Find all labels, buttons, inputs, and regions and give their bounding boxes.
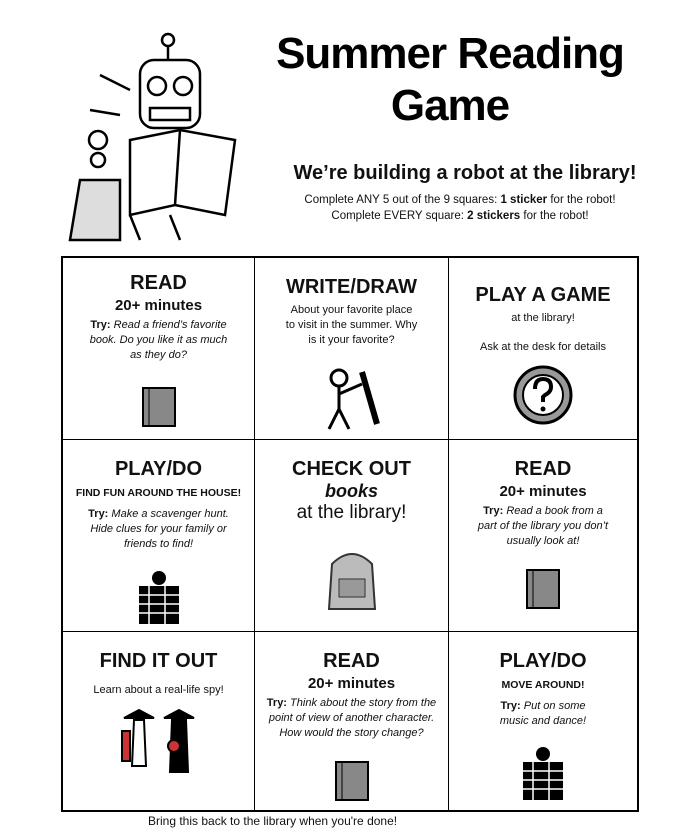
book-icon [332,758,372,804]
rules: Complete ANY 5 out of the 9 squares: 1 sticker for the robot! Complete EVERY square: 2 stickers for the robot! [304,194,616,222]
square-text: About your favorite place to visit in the summer. Why is it your favorite? [285,304,418,346]
square-text: Learn about a real-life spy! [93,684,224,696]
square-heading: READ [323,650,380,672]
square-sub: 20+ minutes [114,297,203,314]
square-text: at the library! [511,312,575,324]
square-sub: 20+ minutes [307,675,396,692]
square-heading: PLAY/DO [114,458,203,480]
robot-reading-illustration [60,30,240,245]
square-text: at the library! [296,502,407,523]
square-heading: READ [130,272,187,294]
game-board [61,256,639,812]
square-text: Think about the story from the point of view of another character. How would the story change? [268,697,437,739]
square-caps: MOVE AROUND! [501,679,585,691]
try-label: Try: [266,697,287,709]
spy-icon [114,706,204,786]
square-play-do-1[interactable] [63,440,255,632]
footer-note: Bring this back to the library when you're done! [148,814,398,828]
square-heading: PLAY/DO [499,650,587,672]
page-title: Summer Reading Game [276,29,624,130]
square-read-1[interactable] [63,258,255,440]
question-mark-icon [512,364,574,426]
try-label: Try: [500,700,521,712]
square-write-draw[interactable] [255,258,449,440]
square-read-2[interactable] [449,440,637,632]
square-play-do-2[interactable] [449,632,637,810]
square-check-out[interactable] [255,440,449,632]
square-heading: FIND IT OUT [99,650,218,672]
square-text-2: Ask at the desk for details [480,341,606,353]
square-heading: PLAY A GAME [475,284,611,306]
try-label: Try: [88,508,109,520]
subtitle: We’re building a robot at the library! [293,162,637,184]
square-text: Read a friend’s favorite book. Do you like it as much as they do? [89,319,228,361]
square-text: Put on some music and dance! [499,700,587,727]
square-caps: FIND FUN AROUND THE HOUSE! [75,487,242,499]
square-sub: 20+ minutes [499,483,587,500]
square-text: Make a scavenger hunt. Hide clues for your family or friends to find! [90,508,229,550]
square-sub: books [324,481,378,501]
brick-wall-icon [519,744,567,802]
square-heading: WRITE/DRAW [285,276,418,298]
brick-wall-icon [135,568,183,626]
square-text: Read a book from a part of the library you don’t usually look at! [477,505,609,547]
square-play-game[interactable] [449,258,637,440]
square-heading: CHECK OUT [292,458,411,480]
try-label: Try: [90,319,111,331]
try-label: Try: [483,505,504,517]
square-heading: READ [514,458,572,480]
square-read-3[interactable] [255,632,449,810]
book-icon [139,384,179,430]
book-icon [523,566,563,612]
backpack-icon [317,544,387,616]
pencil-figure-icon [317,364,387,434]
square-find-it-out[interactable] [63,632,255,810]
